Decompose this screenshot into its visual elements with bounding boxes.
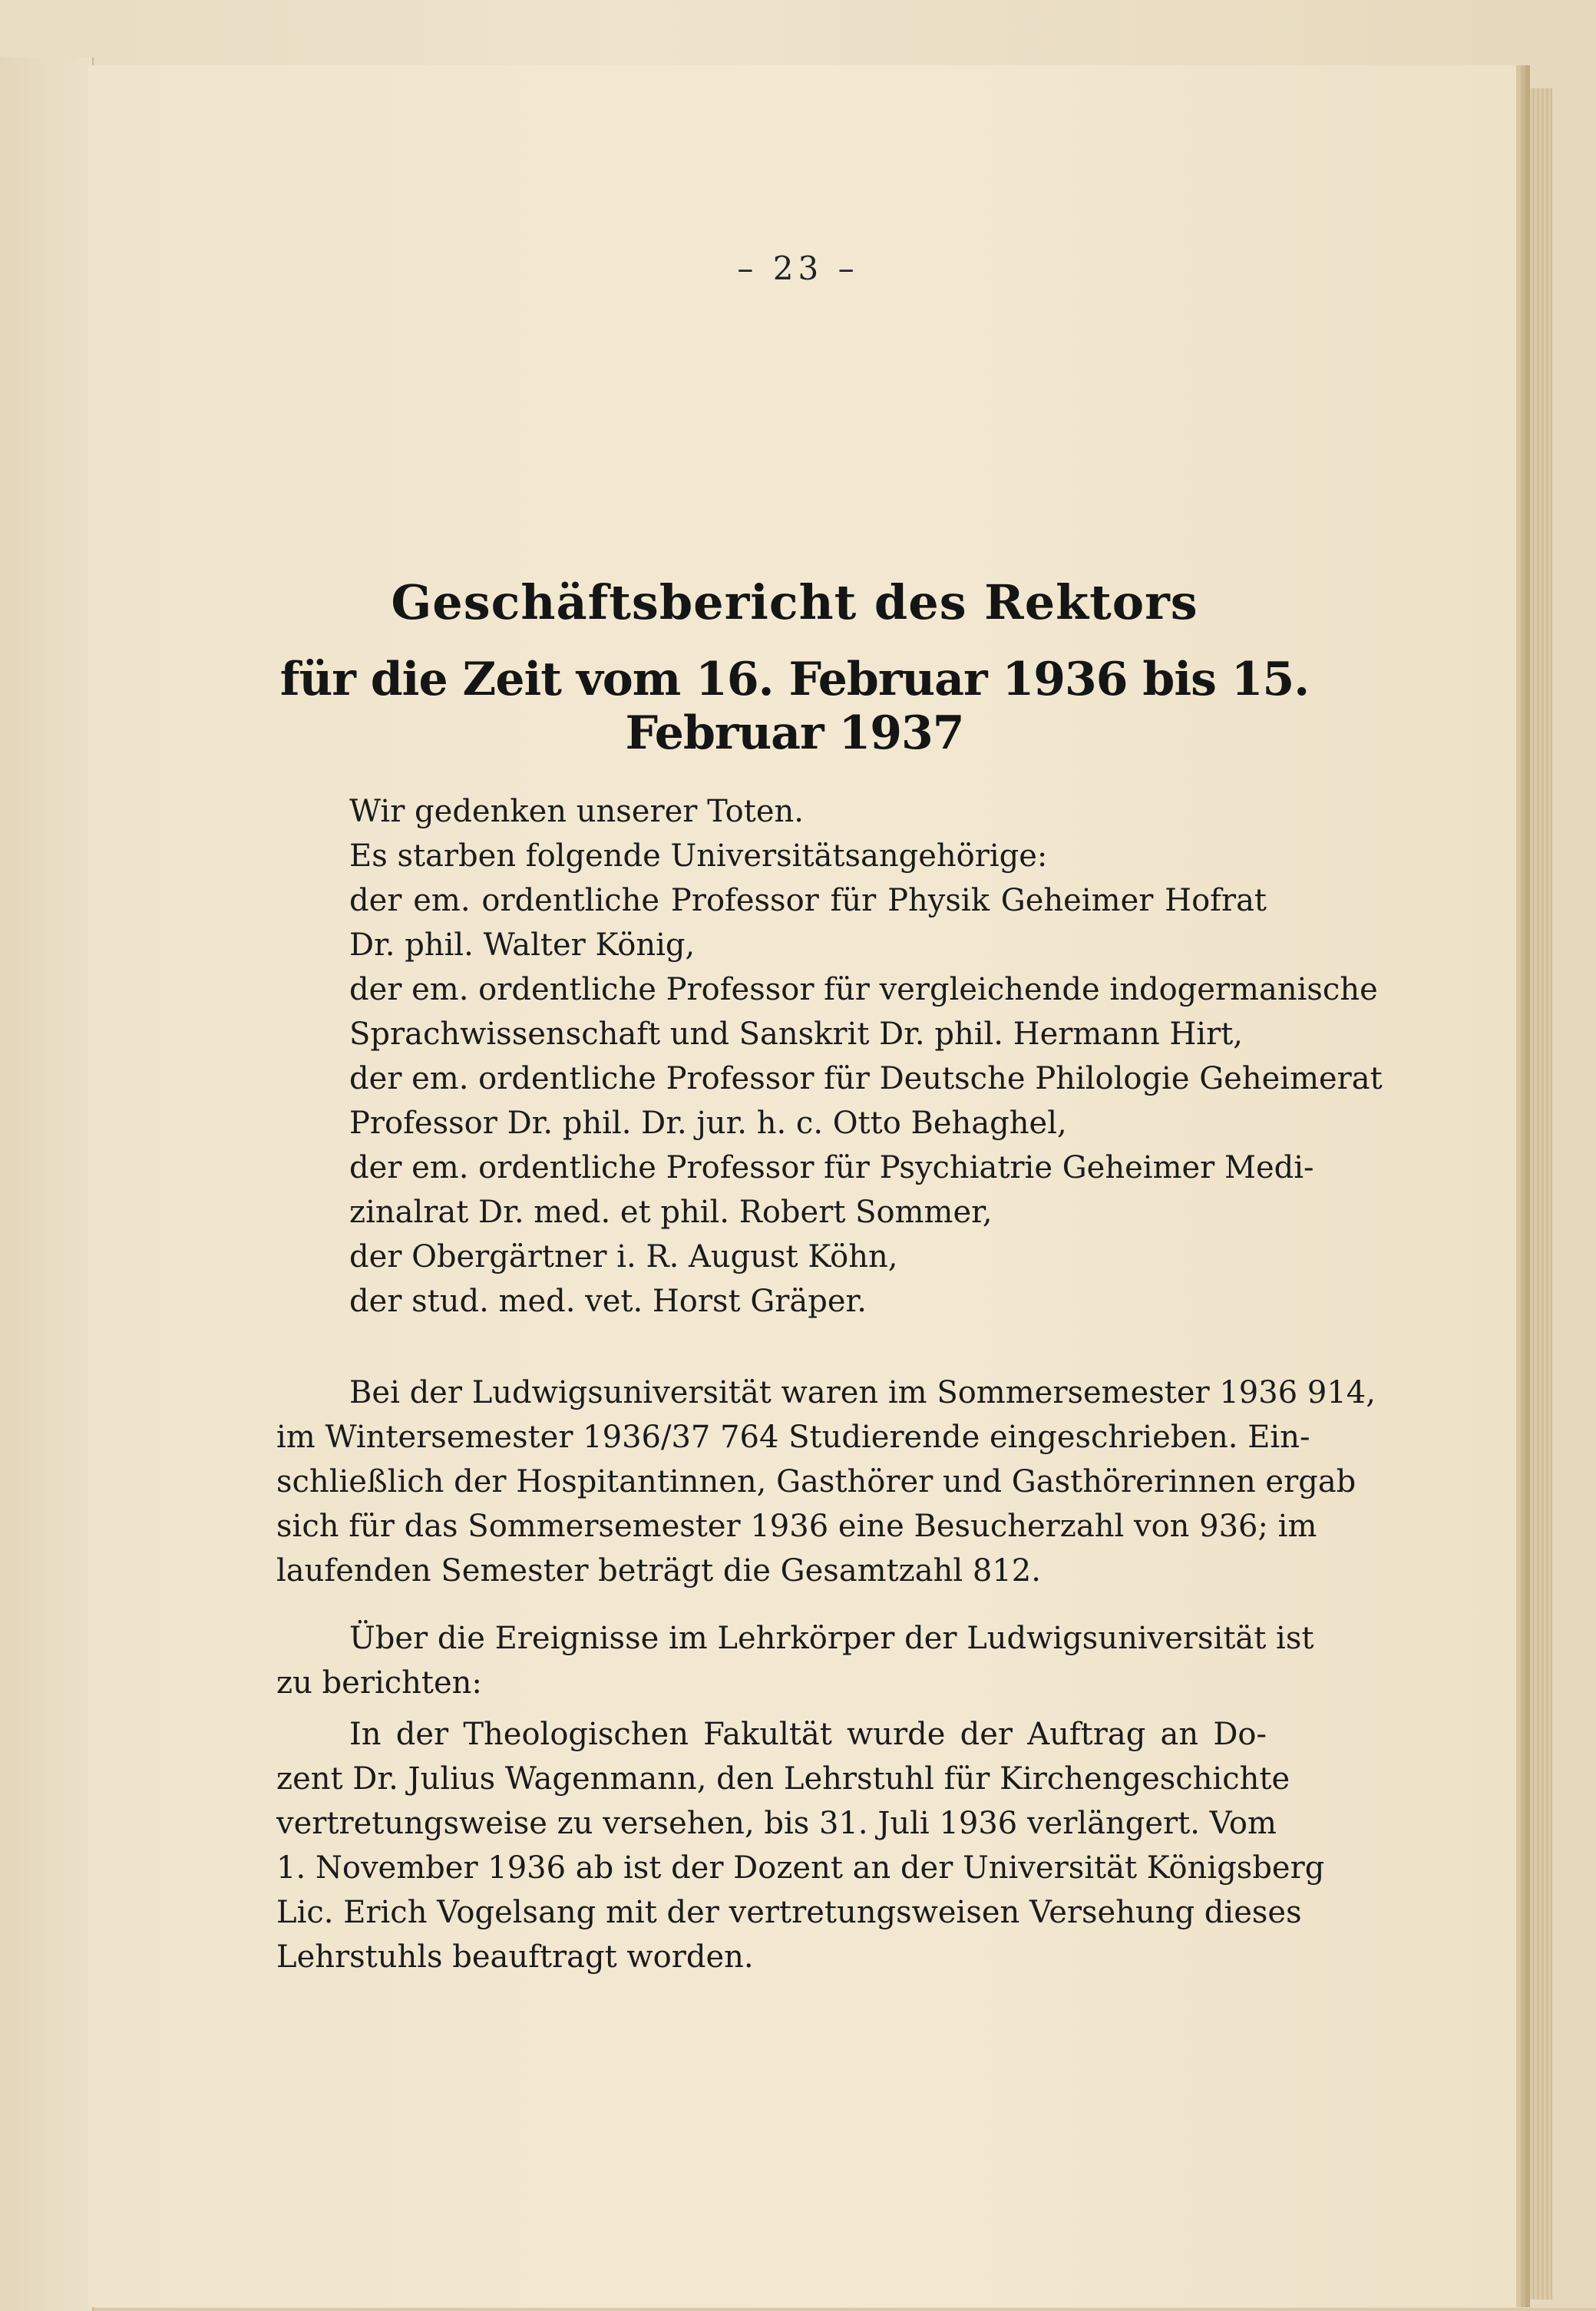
paragraph-line: laufenden Semester beträgt die Gesamtzahl 812. bbox=[276, 1553, 1041, 1589]
deceased-entry-line: der em. ordentliche Professor für Psychiatrie Geheimer Medi- bbox=[349, 1150, 1314, 1185]
enrollment-paragraph bbox=[276, 1370, 1376, 1593]
paragraph-line: 1. November 1936 ab ist der Dozent an der Universität Königsberg bbox=[276, 1850, 1325, 1886]
obituary-section bbox=[276, 789, 1383, 1324]
paragraph-line: Bei der Ludwigsuniversität waren im Sommersemester 1936 914, bbox=[349, 1375, 1376, 1410]
report-title: Geschäftsbericht des Rektors bbox=[391, 574, 1198, 630]
paragraph-line: In der Theologischen Fakultät wurde der Auftrag an Do- bbox=[349, 1717, 1267, 1752]
paragraph-line: sich für das Sommersemester 1936 eine Besucherzahl von 936; im bbox=[276, 1509, 1317, 1544]
paragraph-line: schließlich der Hospitantinnen, Gasthörer und Gasthörerinnen ergab bbox=[276, 1464, 1356, 1499]
deceased-entry-line: Professor Dr. phil. Dr. jur. h. c. Otto Behaghel, bbox=[349, 1106, 1067, 1141]
deceased-entry-line: der Obergärtner i. R. August Köhn, bbox=[349, 1239, 898, 1275]
theology-faculty-paragraph bbox=[276, 1712, 1325, 1979]
facing-page-edge bbox=[0, 58, 94, 2311]
deceased-entry-line: der em. ordentliche Professor für Physik Geheimer Hofrat bbox=[349, 883, 1267, 918]
faculty-events-intro bbox=[276, 1616, 1314, 1705]
deceased-entry-line: der em. ordentliche Professor für Deutsche Philologie Geheimerat bbox=[349, 1061, 1383, 1096]
deceased-entry-line: der em. ordentliche Professor für vergleichende indogermanische bbox=[349, 972, 1378, 1007]
paragraph-line: Lehrstuhls beauftragt worden. bbox=[276, 1939, 754, 1975]
intro-line: Es starben folgende Universitätsangehörige: bbox=[349, 838, 1048, 874]
paragraph-line: Lic. Erich Vogelsang mit der vertretungsweisen Versehung dieses bbox=[276, 1895, 1302, 1930]
paragraph-line: Über die Ereignisse im Lehrkörper der Ludwigsuniversität ist bbox=[349, 1621, 1314, 1656]
intro-line: Wir gedenken unserer Toten. bbox=[349, 794, 804, 829]
deceased-entry-line: Sprachwissenschaft und Sanskrit Dr. phil. Hermann Hirt, bbox=[349, 1017, 1244, 1052]
deceased-entry-line: Dr. phil. Walter König, bbox=[349, 927, 696, 963]
deceased-entry-line: zinalrat Dr. med. et phil. Robert Sommer, bbox=[349, 1195, 993, 1230]
report-period: für die Zeit vom 16. Februar 1936 bis 15. Februar 1937 bbox=[279, 653, 1310, 760]
paragraph-line: im Wintersemester 1936/37 764 Studierende eingeschrieben. Ein- bbox=[276, 1420, 1310, 1455]
paragraph-line: zent Dr. Julius Wagenmann, den Lehrstuhl für Kirchengeschichte bbox=[276, 1761, 1290, 1797]
page-number: – 23 – bbox=[737, 250, 859, 287]
deceased-entry-line: der stud. med. vet. Horst Gräper. bbox=[349, 1284, 867, 1319]
paragraph-line: zu berichten: bbox=[276, 1665, 482, 1701]
paragraph-line: vertretungsweise zu versehen, bis 31. Juli 1936 verlängert. Vom bbox=[276, 1806, 1277, 1841]
